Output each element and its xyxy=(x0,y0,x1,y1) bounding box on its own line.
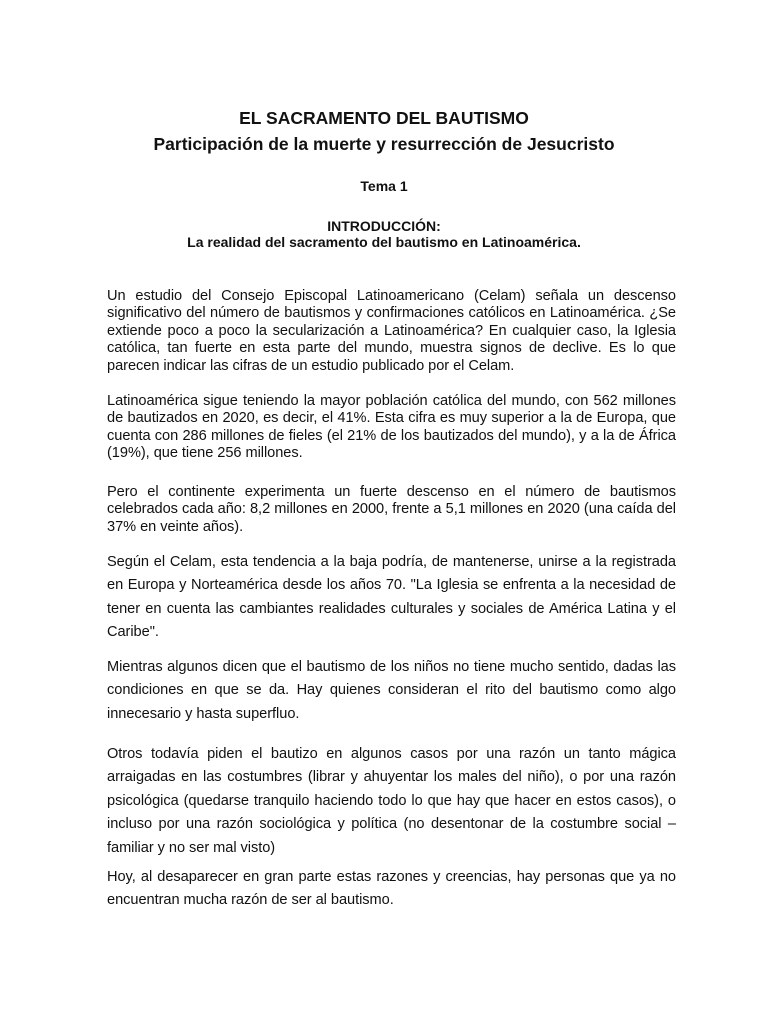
paragraph-decline: Pero el continente experimenta un fuerte descenso en el número de bautismos celebrados cada año: 8,2 millones en 2000, frente a 5,1 millones en 2020 (una caída del 37% en veinte años). xyxy=(107,484,676,535)
document-subtitle: Participación de la muerte y resurrección de Jesucristo xyxy=(153,134,615,154)
paragraph-celam-trend: Según el Celam, esta tendencia a la baja podría, de mantenerse, unirse a la registrada en Europa y Norteamérica desde los años 70. "La Iglesia se enfrenta a la necesidad de tener en cuenta las cambiantes realidades culturales y sociales de América Latina y el Caribe". xyxy=(107,554,676,641)
document-title: EL SACRAMENTO DEL BAUTISMO xyxy=(239,108,529,128)
paragraph-opinions: Mientras algunos dicen que el bautismo de los niños no tiene mucho sentido, dadas las condiciones en que se da. Hay quienes consideran el rito del bautismo como algo innecesario y hasta superfluo. xyxy=(107,659,676,722)
paragraph-conclusion: Hoy, al desaparecer en gran parte estas razones y creencias, hay personas que ya no encuentran mucha razón de ser al bautismo. xyxy=(107,869,676,909)
topic-label: Tema 1 xyxy=(360,178,408,194)
paragraph-reasons: Otros todavía piden el bautizo en algunos casos por una razón un tanto mágica arraigadas en las costumbres (librar y ahuyentar los males del niño), o por una razón psicológica (quedarse tranquilo haciendo todo lo que hay que hacer en estos casos), o incluso por una razón sociológica y política (no desentonar de la costumbre social – familiar y no ser mal visto) xyxy=(107,746,676,856)
section-subheading: La realidad del sacramento del bautismo en Latinoamérica. xyxy=(187,234,581,250)
paragraph-population: Latinoamérica sigue teniendo la mayor población católica del mundo, con 562 millones de bautizados en 2020, es decir, el 41%. Esta cifra es muy superior a la de Europa, que cuenta con 286 millones de fieles (el 21% de los bautizados del mundo), y a la de África (19%), que tiene 256 millones. xyxy=(107,393,676,462)
section-heading: INTRODUCCIÓN: xyxy=(327,218,441,234)
paragraph-intro: Un estudio del Consejo Episcopal Latinoamericano (Celam) señala un descenso significativo del número de bautismos y confirmaciones católicos en Latinoamérica. ¿Se extiende poco a poco la secularización a Latinoamérica? En cualquier caso, la Iglesia católica, tan fuerte en esta parte del mundo, muestra signos de declive. Es lo que parecen indicar las cifras de un estudio publicado por el Celam. xyxy=(107,288,676,374)
